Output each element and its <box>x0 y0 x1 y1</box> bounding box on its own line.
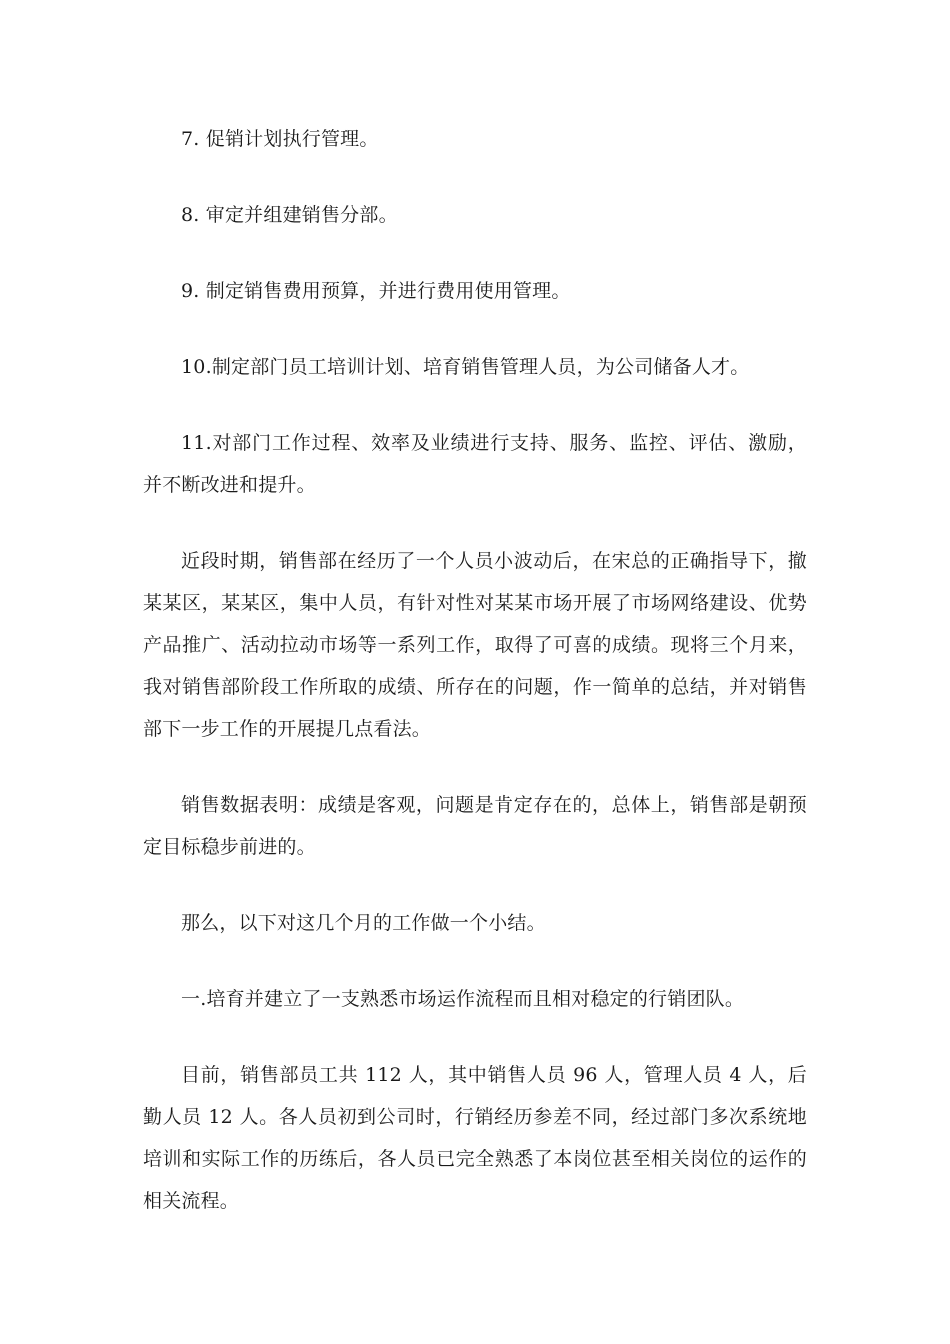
paragraph-recent-period: 近段时期，销售部在经历了一个人员小波动后，在宋总的正确指导下，撤某某区，某某区，集中人员，有针对性对某某市场开展了市场网络建设、优势产品推广、活动拉动市场等一系列工作，取得了可喜的成绩。现将三个月来，我对销售部阶段工作所取的成绩、所存在的问题，作一简单的总结，并对销售部下一步工作的开展提几点看法。 <box>143 550 807 740</box>
paragraph-item-8: 8. 审定并组建销售分部。 <box>181 204 398 226</box>
paragraph-item-9: 9. 制定销售费用预算，并进行费用使用管理。 <box>181 280 571 302</box>
paragraph-item-7: 7. 促销计划执行管理。 <box>181 128 379 150</box>
paragraph-item-10: 10.制定部门员工培训计划、培育销售管理人员，为公司储备人才。 <box>181 356 750 378</box>
paragraph-summary-intro: 那么，以下对这几个月的工作做一个小结。 <box>181 912 546 934</box>
document-body <box>143 118 807 1256</box>
paragraph-sales-data: 销售数据表明：成绩是客观，问题是肯定存在的，总体上，销售部是朝预定目标稳步前进的。 <box>143 794 807 858</box>
paragraph-item-11: 11.对部门工作过程、效率及业绩进行支持、服务、监控、评估、激励，并不断改进和提升。 <box>143 432 807 496</box>
paragraph-staff-count: 目前，销售部员工共 112 人，其中销售人员 96 人，管理人员 4 人，后勤人员 12 人。各人员初到公司时，行销经历参差不同，经过部门多次系统地培训和实际工作的历练后，各人员已完全熟悉了本岗位甚至相关岗位的运作的相关流程。 <box>143 1064 807 1212</box>
section-heading-1: 一.培育并建立了一支熟悉市场运作流程而且相对稳定的行销团队。 <box>181 988 745 1010</box>
